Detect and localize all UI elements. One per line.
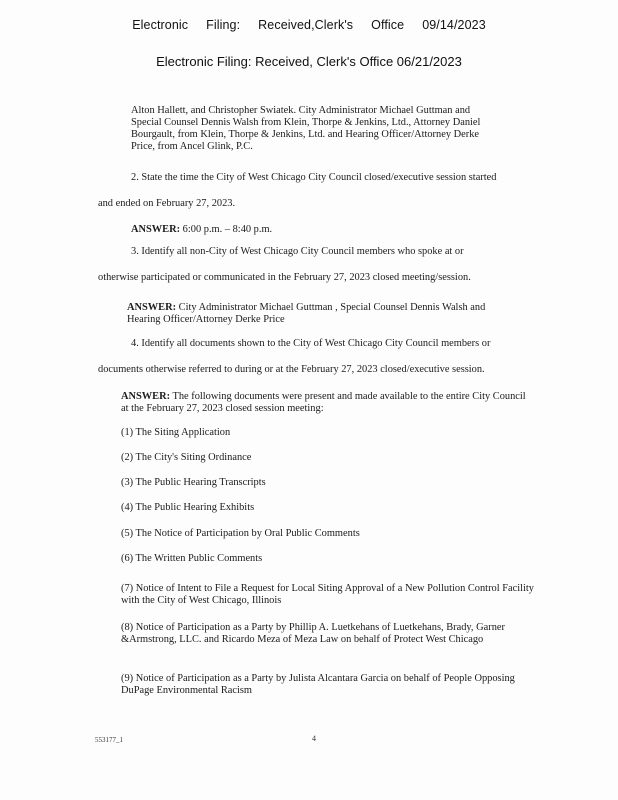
document-list-item: (6) The Written Public Comments xyxy=(121,553,263,564)
text-line: Special Counsel Dennis Walsh from Klein, Thorpe & Jenkins, Ltd., Attorney Daniel xyxy=(131,117,481,128)
question-3-line-2: otherwise participated or communicated in the February 27, 2023 closed meeting/session. xyxy=(98,272,471,283)
answer-label: ANSWER: xyxy=(121,391,171,402)
document-list-item: (8) Notice of Participation as a Party by Phillip A. Luetkehans of Luetkehans, Brady, Garner &Armstrong, LLC. and Ricardo Meza of Meza Law on behalf of Protect West Chicago xyxy=(121,622,505,645)
document-list-item: (5) The Notice of Participation by Oral Public Comments xyxy=(121,528,360,539)
filing-stamp-top xyxy=(0,18,618,32)
document-list-item: (1) The Siting Application xyxy=(121,427,231,438)
answer-2 xyxy=(131,224,272,236)
answer-label: ANSWER: xyxy=(131,224,181,235)
stamp-word: Office xyxy=(371,18,405,32)
question-2-line-1: 2. State the time the City of West Chicago City Council closed/executive session started xyxy=(131,172,497,183)
text-line: Alton Hallett, and Christopher Swiatek. City Administrator Michael Guttman and xyxy=(131,105,471,116)
answer-text: City Administrator Michael Guttman , Special Counsel Dennis Walsh and xyxy=(176,302,486,313)
document-list-item: (4) The Public Hearing Exhibits xyxy=(121,502,255,513)
answer-text: 6:00 p.m. – 8:40 p.m. xyxy=(180,224,273,235)
document-id: 553177_1 xyxy=(95,736,123,744)
answer-text: at the February 27, 2023 closed session meeting: xyxy=(121,403,324,414)
document-list-item: (3) The Public Hearing Transcripts xyxy=(121,477,266,488)
stamp-word: Electronic xyxy=(132,18,189,32)
document-list-item: (7) Notice of Intent to File a Request for Local Siting Approval of a New Pollution Control Facility with the City of West Chicago, Illinois xyxy=(121,583,534,606)
question-4-line-2: documents otherwise referred to during or at the February 27, 2023 closed/executive session. xyxy=(98,364,485,375)
answer-text: Hearing Officer/Attorney Derke Price xyxy=(127,314,285,325)
stamp-date: 09/14/2023 xyxy=(422,18,486,32)
document-list-item: (9) Notice of Participation as a Party by Julista Alcantara Garcia on behalf of People Opposing DuPage Environmental Racism xyxy=(121,673,515,696)
question-2-line-2: and ended on February 27, 2023. xyxy=(98,198,236,209)
answer-label: ANSWER: xyxy=(127,302,177,313)
stamp-word: Received,Clerk's xyxy=(258,18,354,32)
continuation-paragraph xyxy=(131,105,535,153)
text-line: Bourgault, from Klein, Thorpe & Jenkins, Ltd. and Hearing Officer/Attorney Derke xyxy=(131,129,479,140)
filing-stamp-second: Electronic Filing: Received, Clerk's Office 06/21/2023 xyxy=(156,54,462,69)
answer-text: The following documents were present and made available to the entire City Council xyxy=(170,391,526,402)
page-number: 4 xyxy=(312,734,316,743)
document-list-item: (2) The City's Siting Ordinance xyxy=(121,452,252,463)
stamp-word: Filing: xyxy=(206,18,241,32)
answer-3 xyxy=(127,302,537,326)
text-line: Price, from Ancel Glink, P.C. xyxy=(131,141,253,152)
question-4-line-1: 4. Identify all documents shown to the City of West Chicago City Council members or xyxy=(131,338,491,349)
question-3-line-1: 3. Identify all non-City of West Chicago City Council members who spoke at or xyxy=(131,246,464,257)
answer-4 xyxy=(121,391,541,415)
